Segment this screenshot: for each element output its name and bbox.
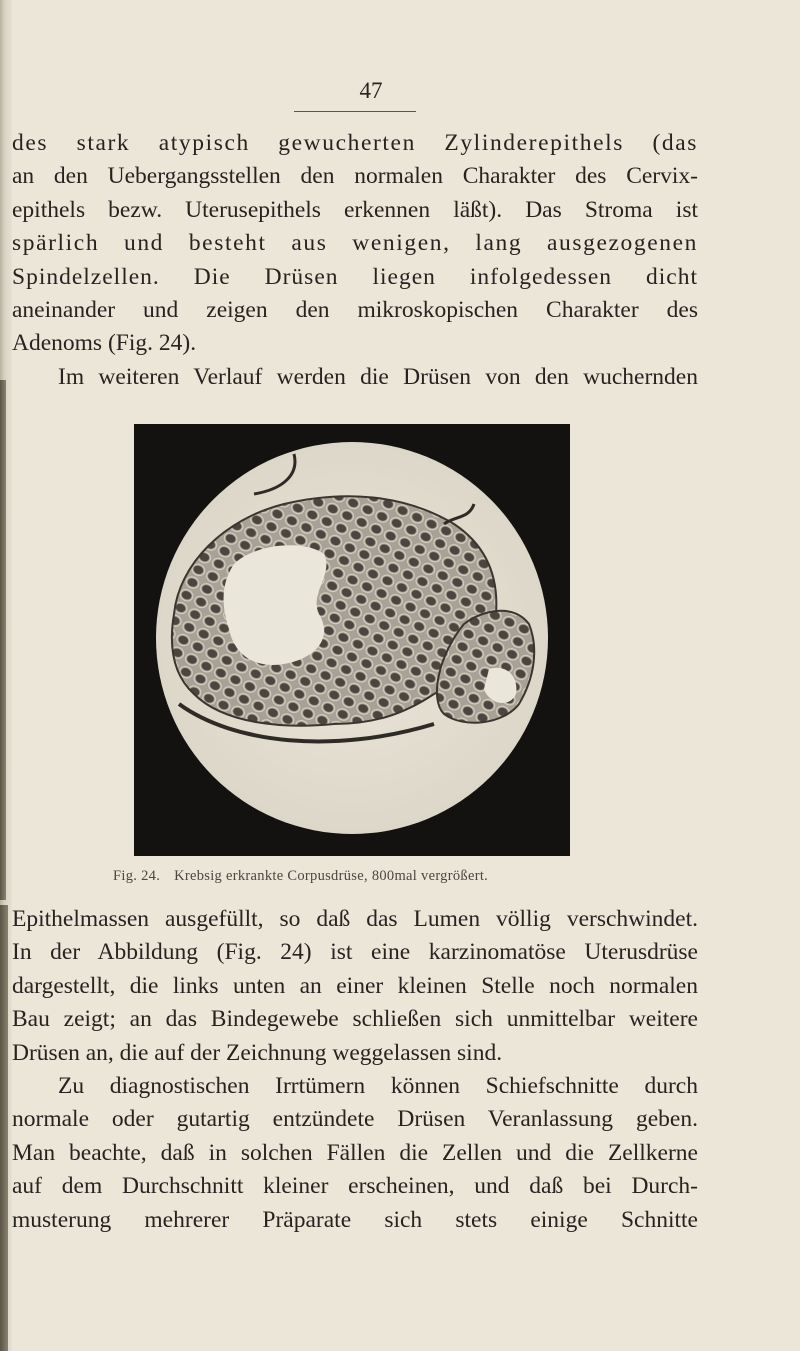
paragraph-bottom <box>12 903 698 1237</box>
text-line: aneinander und zeigen den mikroskopischen Charakter des <box>12 296 698 323</box>
text-line: Bau zeigt; an das Bindegewebe schließen sich unmittelbar weitere <box>12 1006 698 1033</box>
text-line: musterung mehrerer Präparate sich stets einige Schnitte <box>12 1206 698 1233</box>
text-line: In der Abbildung (Fig. 24) ist eine karzinomatöse Uterusdrüse <box>12 939 698 966</box>
header-rule <box>294 111 416 112</box>
text-line: des stark atypisch gewucherten Zylinderepithels (das <box>12 130 698 156</box>
text-line: Spindelzellen. Die Drüsen liegen infolgedessen dicht <box>12 263 698 290</box>
paragraph-top <box>12 127 698 394</box>
figure-label: Fig. 24. <box>113 868 161 884</box>
spine-shadow <box>0 380 6 900</box>
text-line: spärlich und besteht aus wenigen, lang ausgezogenen <box>12 230 698 257</box>
text-line: dargestellt, die links unten an einer kleinen Stelle noch normalen <box>12 972 698 999</box>
text-line: an den Uebergangsstellen den normalen Charakter des Cervix- <box>12 163 698 190</box>
text-line: Drüsen an, die auf der Zeichnung weggelassen sind. <box>12 1039 503 1066</box>
text-line: normale oder gutartig entzündete Drüsen Veranlassung geben. <box>12 1106 698 1133</box>
figure-micrograph <box>134 424 570 856</box>
caption-text: Krebsig erkrankte Corpusdrüse, 800mal vergrößert. <box>174 868 489 884</box>
text-line: Im weiteren Verlauf werden die Drüsen von den wuchernden <box>58 363 698 390</box>
gland-drawing-icon <box>134 424 570 856</box>
text-line: Epithelmassen ausgefüllt, so daß das Lumen völlig verschwindet. <box>12 906 698 932</box>
text-line: Adenoms (Fig. 24). <box>12 330 197 357</box>
figure-caption <box>113 868 753 885</box>
page-number: 47 <box>359 78 383 103</box>
spine-shadow-lower <box>0 905 8 1351</box>
text-line: Zu diagnostischen Irrtümern können Schiefschnitte durch <box>58 1072 698 1099</box>
text-line: epithels bezw. Uterusepithels erkennen läßt). Das Stroma ist <box>12 196 698 223</box>
text-line: Man beachte, daß in solchen Fällen die Zellen und die Zellkerne <box>12 1139 698 1166</box>
text-line: auf dem Durchschnitt kleiner erscheinen, und daß bei Durch- <box>12 1173 698 1200</box>
